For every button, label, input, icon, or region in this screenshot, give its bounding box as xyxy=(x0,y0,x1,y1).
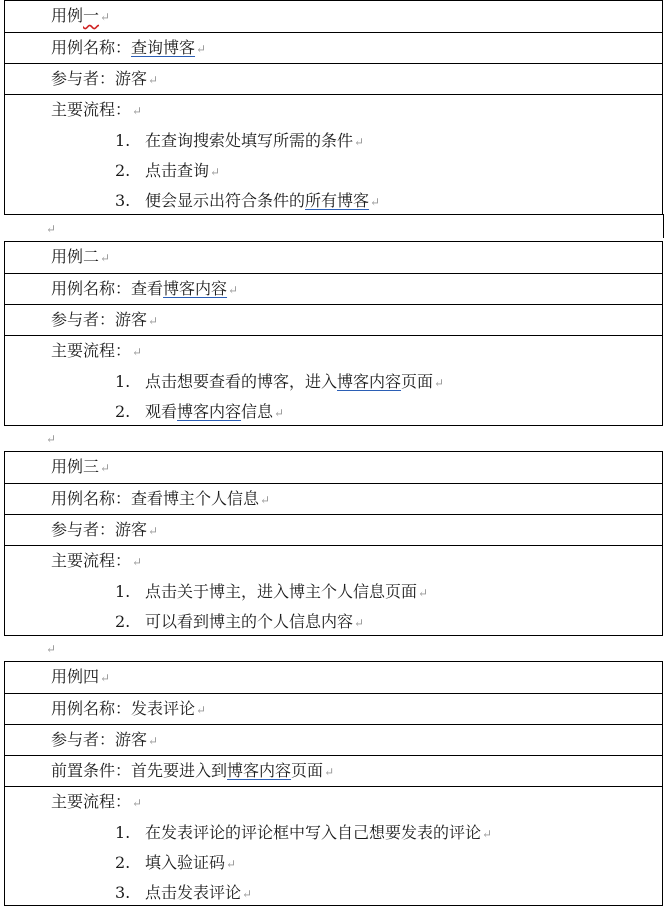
case-flow-section xyxy=(5,94,662,215)
flow-step: 3. 点击发表评论↵ xyxy=(115,883,253,902)
case-name-label: 用例名称： xyxy=(51,699,132,718)
case-actor-value: 游客 xyxy=(115,310,148,329)
flow-step: 2. 点击查询↵ xyxy=(115,161,221,180)
case-flow-label: 主要流程：↵ xyxy=(51,100,143,119)
use-case-table-1 xyxy=(4,0,663,215)
paragraph-mark: ↵ xyxy=(46,642,57,656)
case-title-row xyxy=(5,242,662,273)
flow-step: 3. 便会显示出符合条件的所有博客↵ xyxy=(115,191,381,210)
case-name-row: 用例名称：查询博客↵ xyxy=(5,32,662,63)
case-flow-section xyxy=(5,335,662,426)
case-actor-row: 参与者：游客↵ xyxy=(5,724,662,755)
case-name-label: 用例名称： xyxy=(51,489,132,508)
case-actor-label: 参与者： xyxy=(51,69,116,88)
flow-step: 2. 填入验证码↵ xyxy=(115,853,237,872)
case-actor-label: 参与者： xyxy=(51,310,116,329)
flow-step: 2. 观看博客内容信息↵ xyxy=(115,402,285,421)
case-actor-value: 游客 xyxy=(115,69,148,88)
case-precondition-label: 前置条件： xyxy=(51,761,132,780)
flow-step: 1. 点击想要查看的博客，进入博客内容页面↵ xyxy=(115,372,445,391)
case-flow-label: 主要流程：↵ xyxy=(51,792,143,811)
flow-step: 1. 在发表评论的评论框中写入自己想要发表的评论↵ xyxy=(115,823,493,842)
paragraph-mark: ↵ xyxy=(46,222,57,236)
use-case-table-3 xyxy=(4,451,663,636)
case-actor-value: 游客 xyxy=(115,520,148,539)
paragraph-mark: ↵ xyxy=(46,432,57,446)
case-title: 用例四↵ xyxy=(51,667,111,686)
case-title-row xyxy=(5,662,662,693)
case-title-row xyxy=(5,1,662,32)
use-case-table-4 xyxy=(4,661,663,906)
flow-step: 1. 点击关于博主，进入博主个人信息页面↵ xyxy=(115,582,429,601)
case-name-row: 用例名称：查看博客内容↵ xyxy=(5,273,662,304)
case-actor-row: 参与者：游客↵ xyxy=(5,63,662,94)
case-flow-section xyxy=(5,786,662,906)
case-actor-row: 参与者：游客↵ xyxy=(5,304,662,335)
case-name-value: 查询博客 xyxy=(131,38,196,57)
case-name-value: 查看博主个人信息 xyxy=(131,489,260,508)
case-title: 用例三↵ xyxy=(51,457,111,476)
case-precondition-value: 首先要进入到 xyxy=(131,761,228,780)
case-actor-label: 参与者： xyxy=(51,520,116,539)
flow-step: 2. 可以看到博主的个人信息内容↵ xyxy=(115,612,365,631)
case-actor-label: 参与者： xyxy=(51,730,116,749)
case-title: 用例一↵ xyxy=(51,6,111,25)
table-edge-line xyxy=(663,214,664,238)
case-title-row xyxy=(5,452,662,483)
case-precondition-row: 前置条件：首先要进入到博客内容页面↵ xyxy=(5,755,662,786)
use-case-table-2 xyxy=(4,241,663,426)
flow-step: 1. 在查询搜索处填写所需的条件↵ xyxy=(115,131,365,150)
case-name-label: 用例名称： xyxy=(51,38,132,57)
case-flow-label: 主要流程：↵ xyxy=(51,551,143,570)
case-name-row: 用例名称：发表评论↵ xyxy=(5,693,662,724)
case-actor-value: 游客 xyxy=(115,730,148,749)
case-name-value: 发表评论 xyxy=(131,699,196,718)
case-name-value: 查看 xyxy=(131,279,164,298)
case-flow-section xyxy=(5,545,662,636)
case-title: 用例二↵ xyxy=(51,247,111,266)
case-actor-row: 参与者：游客↵ xyxy=(5,514,662,545)
case-flow-label: 主要流程：↵ xyxy=(51,341,143,360)
case-name-row: 用例名称：查看博主个人信息↵ xyxy=(5,483,662,514)
case-name-label: 用例名称： xyxy=(51,279,132,298)
